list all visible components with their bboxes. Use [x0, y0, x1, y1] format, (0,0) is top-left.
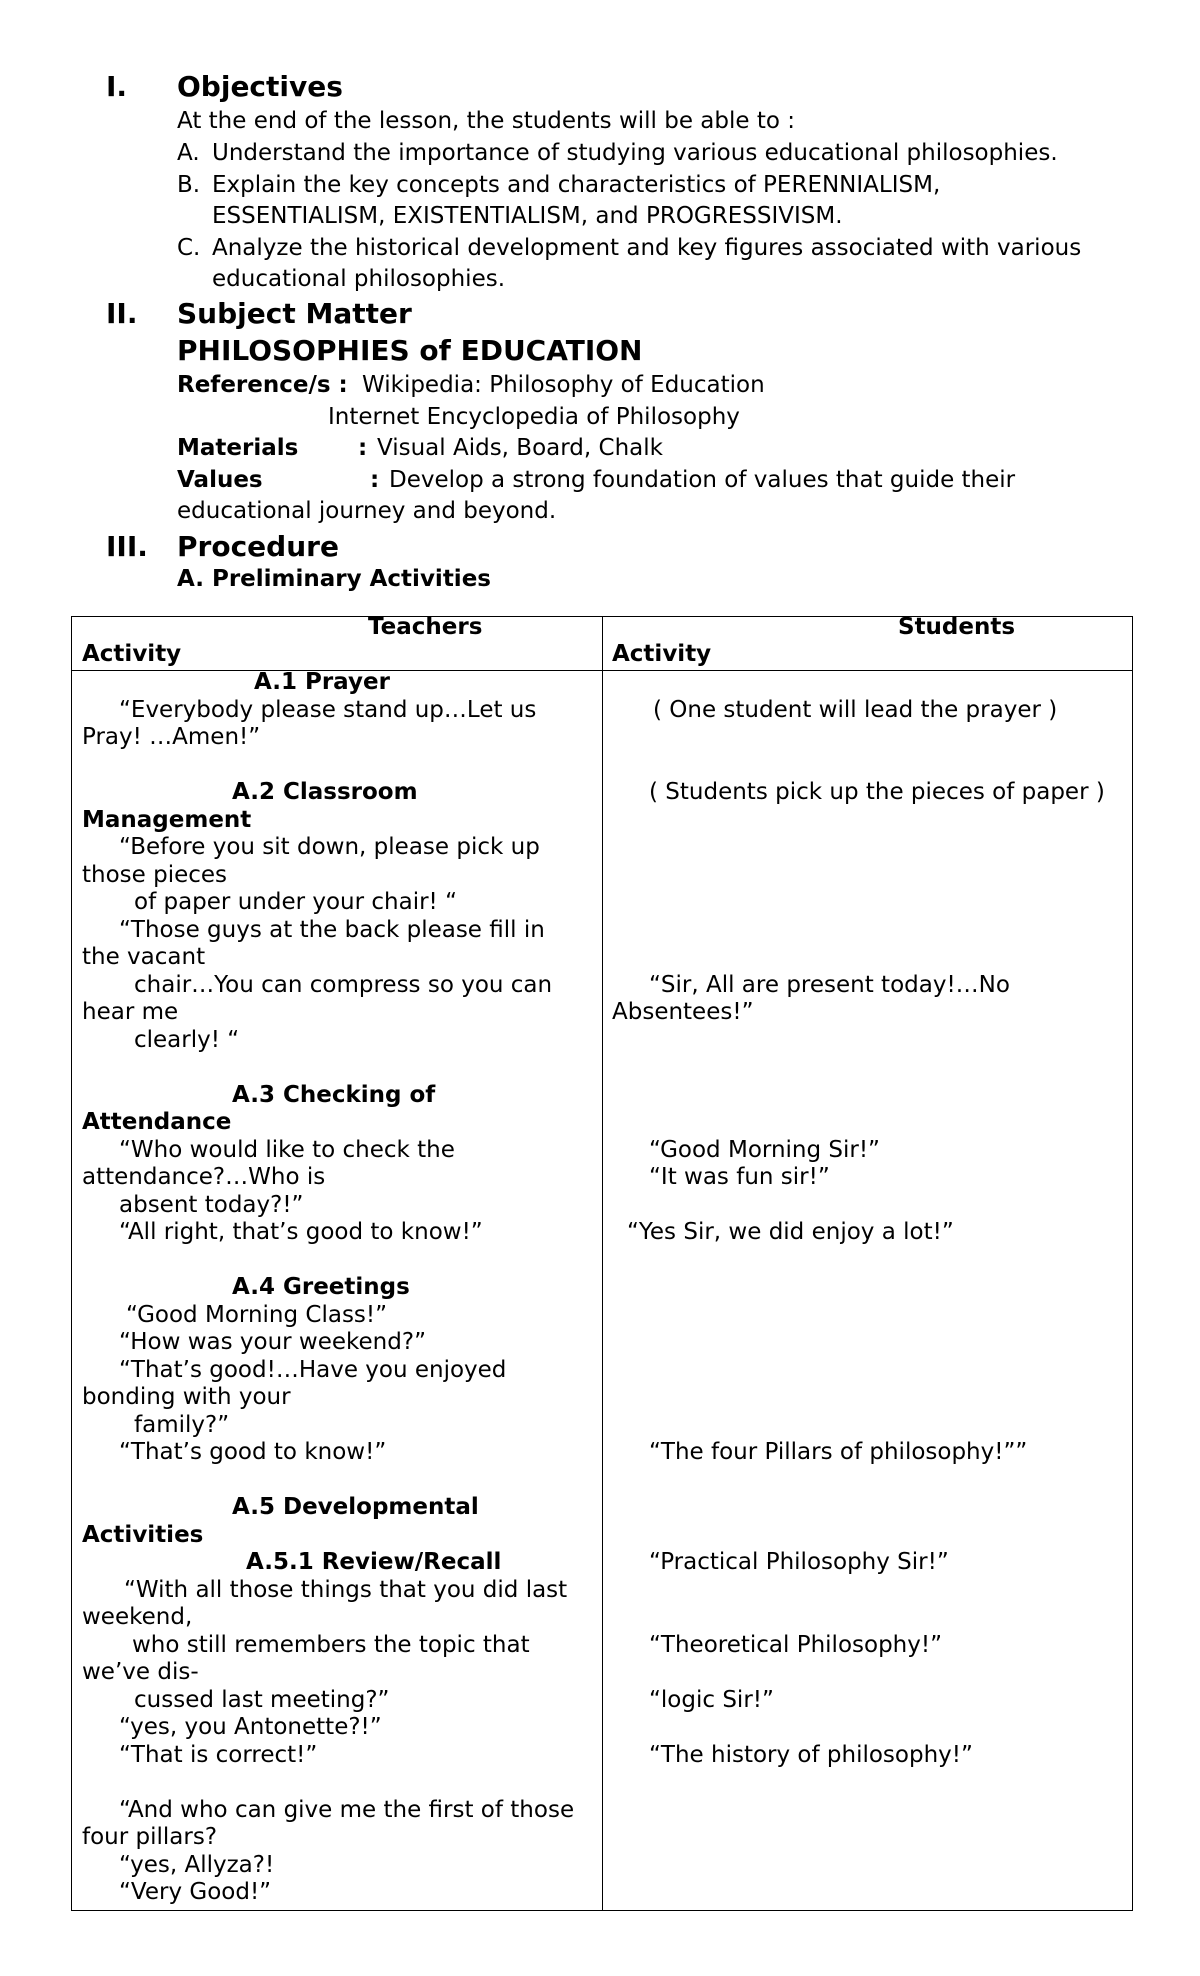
student-header-line-1: Students [898, 614, 1016, 640]
teacher-activity-line: “Those guys at the back please fill in [119, 916, 545, 943]
section-numeral-procedure: III. [106, 530, 148, 563]
objective-letter-c: C. [177, 235, 201, 261]
student-activity-line [612, 1329, 1105, 1357]
teacher-activity-line: Pray! …Amen!” [82, 724, 261, 750]
teacher-activity-line [82, 1054, 574, 1082]
objective-c-line-2: educational philosophies. [212, 266, 506, 292]
teacher-activity-line [82, 752, 574, 780]
teacher-activity-line: absent today?!” [119, 1191, 304, 1218]
student-activity-line: “logic Sir!” [649, 1686, 774, 1713]
student-activity-line [612, 862, 1105, 890]
objective-b-line-2: ESSENTIALISM, EXISTENTIALISM, and PROGRESSIVISM. [212, 203, 843, 229]
teacher-activity-line [82, 1247, 574, 1275]
student-activity-line: “Practical Philosophy Sir!” [649, 1549, 949, 1575]
student-activity-line [612, 1467, 1105, 1495]
student-activity-line [612, 1302, 1105, 1330]
teacher-activity-line: “And who can give me the first of those [119, 1796, 575, 1823]
materials-colon: : [358, 435, 368, 461]
teacher-activity-line: “Very Good!” [119, 1879, 272, 1905]
teacher-activity-line: the vacant [82, 944, 206, 970]
student-activity-line [612, 1109, 1105, 1137]
teacher-activity-line: “How was your weekend?” [119, 1329, 426, 1355]
teacher-activity-line: “Who would like to check the [119, 1136, 455, 1163]
teacher-activity-line: family?” [134, 1411, 230, 1438]
materials-value: Visual Aids, Board, Chalk [377, 435, 663, 461]
student-activity-line [612, 724, 1105, 752]
teacher-header-line-2: Activity [82, 641, 182, 667]
teacher-activity-line: clearly! “ [134, 1026, 240, 1053]
teacher-activity-line: attendance?…Who is [82, 1164, 326, 1190]
student-activity-line [612, 1384, 1105, 1412]
objective-c-line-1: Analyze the historical development and key figures associated with various [212, 235, 1082, 261]
student-activity-line [612, 1357, 1105, 1385]
student-activity-line [612, 834, 1105, 862]
student-activity-line [612, 1192, 1105, 1220]
teacher-activity-line: “All right, that’s good to know!” [119, 1219, 483, 1245]
section-numeral-subject: II. [106, 297, 138, 330]
student-activity-line [612, 1082, 1105, 1110]
student-activity-line: “Sir, All are present today!…No [649, 971, 1010, 998]
student-activity-line: ( One student will lead the prayer ) [653, 696, 1058, 723]
student-activity-line: “Theoretical Philosophy!” [649, 1631, 942, 1658]
student-activity-line [612, 752, 1105, 780]
student-activity-line [612, 1577, 1105, 1605]
student-activity-line: Absentees!” [612, 999, 754, 1025]
objective-letter-a: A. [177, 140, 200, 166]
teacher-activity-line: who still remembers the topic that [132, 1631, 530, 1658]
student-activity-line [612, 1714, 1105, 1742]
teacher-activity-line: “That’s good to know!” [119, 1439, 387, 1465]
teacher-activity-line [82, 1769, 574, 1797]
student-activity-line [612, 1494, 1105, 1522]
objective-b-line-1: Explain the key concepts and characteristics of PERENNIALISM, [212, 172, 941, 198]
section-numeral-objectives: I. [106, 70, 128, 103]
reference-label: Reference/s : [177, 372, 348, 398]
teacher-activity-line: hear me [82, 999, 179, 1025]
teacher-activity-line: Management [82, 806, 252, 833]
teacher-activity-line [82, 1467, 574, 1495]
student-activity-column [612, 669, 1105, 1769]
teacher-activity-line: Attendance [82, 1109, 232, 1135]
teacher-activity-line: four pillars? [82, 1824, 218, 1850]
materials-label: Materials [177, 435, 299, 461]
reference-2: Internet Encyclopedia of Philosophy [328, 404, 740, 430]
teacher-activity-line: A.1 Prayer [254, 669, 390, 695]
student-activity-line: “Good Morning Sir!” [649, 1136, 880, 1163]
teacher-activity-line: weekend, [82, 1604, 193, 1630]
values-colon: : [370, 467, 380, 493]
teacher-activity-line: “Before you sit down, please pick up [119, 834, 540, 860]
values-line-1: Develop a strong foundation of values that guide their [389, 467, 1016, 493]
subject-title: PHILOSOPHIES of EDUCATION [177, 334, 643, 367]
teacher-activity-line: chair…You can compress so you can [134, 971, 553, 998]
preliminary-activities-heading: A. Preliminary Activities [177, 566, 491, 592]
objective-letter-b: B. [177, 172, 201, 198]
teacher-activity-line: we’ve dis- [82, 1659, 199, 1685]
teacher-activity-line: “That’s good!…Have you enjoyed [119, 1356, 507, 1383]
student-activity-line [612, 1522, 1105, 1550]
student-activity-line [612, 1054, 1105, 1082]
student-activity-line [612, 944, 1105, 972]
student-activity-line [612, 917, 1105, 945]
teacher-activity-line: “That is correct!” [119, 1741, 318, 1768]
teacher-header-line-1: Teachers [368, 614, 483, 640]
teacher-activity-line: of paper under your chair! “ [134, 889, 457, 915]
teacher-activity-line: “yes, Allyza?! [119, 1851, 275, 1878]
student-activity-line: “It was fun sir!” [649, 1164, 830, 1190]
student-activity-line [612, 1659, 1105, 1687]
teacher-activity-line: A.3 Checking of [232, 1081, 436, 1108]
teacher-activity-line: A.5 Developmental [232, 1494, 479, 1520]
objectives-heading: Objectives [177, 70, 343, 103]
table-column-divider [602, 616, 603, 1911]
teacher-activity-line: “Good Morning Class!” [126, 1301, 388, 1328]
student-activity-line [612, 1412, 1105, 1440]
teacher-activity-line: cussed last meeting?” [134, 1686, 390, 1713]
procedure-heading: Procedure [177, 530, 339, 563]
values-label: Values [177, 467, 263, 493]
student-activity-line: “The four Pillars of philosophy!”” [649, 1439, 1028, 1465]
teacher-activity-line: those pieces [82, 861, 228, 888]
student-header-line-2: Activity [612, 641, 712, 667]
teacher-activity-column [82, 669, 574, 1907]
student-activity-line [612, 1274, 1105, 1302]
student-activity-line [612, 1027, 1105, 1055]
teacher-activity-line: A.2 Classroom [232, 779, 418, 805]
teacher-activity-line: bonding with your [82, 1384, 291, 1410]
student-activity-line [612, 807, 1105, 835]
objective-a-line-1: Understand the importance of studying various educational philosophies. [212, 140, 1058, 166]
student-activity-line [612, 1604, 1105, 1632]
student-activity-line [612, 889, 1105, 917]
values-line-2: educational journey and beyond. [177, 498, 557, 524]
student-activity-line: ( Students pick up the pieces of paper ) [649, 779, 1105, 805]
student-activity-line [612, 669, 1105, 697]
teacher-activity-line: “With all those things that you did last [124, 1576, 568, 1603]
student-activity-line [612, 1247, 1105, 1275]
subject-heading: Subject Matter [177, 297, 412, 330]
reference-1: Wikipedia: Philosophy of Education [362, 372, 765, 398]
student-activity-line: “The history of philosophy!” [649, 1741, 973, 1768]
teacher-activity-line: “Everybody please stand up…Let us [119, 696, 537, 723]
objectives-intro: At the end of the lesson, the students will be able to : [177, 108, 795, 134]
teacher-activity-line: A.5.1 Review/Recall [246, 1549, 502, 1575]
teacher-activity-line: Activities [82, 1521, 204, 1548]
student-activity-line: “Yes Sir, we did enjoy a lot!” [627, 1219, 954, 1245]
teacher-activity-line: A.4 Greetings [232, 1274, 410, 1300]
teacher-activity-line: “yes, you Antonette?!” [119, 1714, 382, 1740]
